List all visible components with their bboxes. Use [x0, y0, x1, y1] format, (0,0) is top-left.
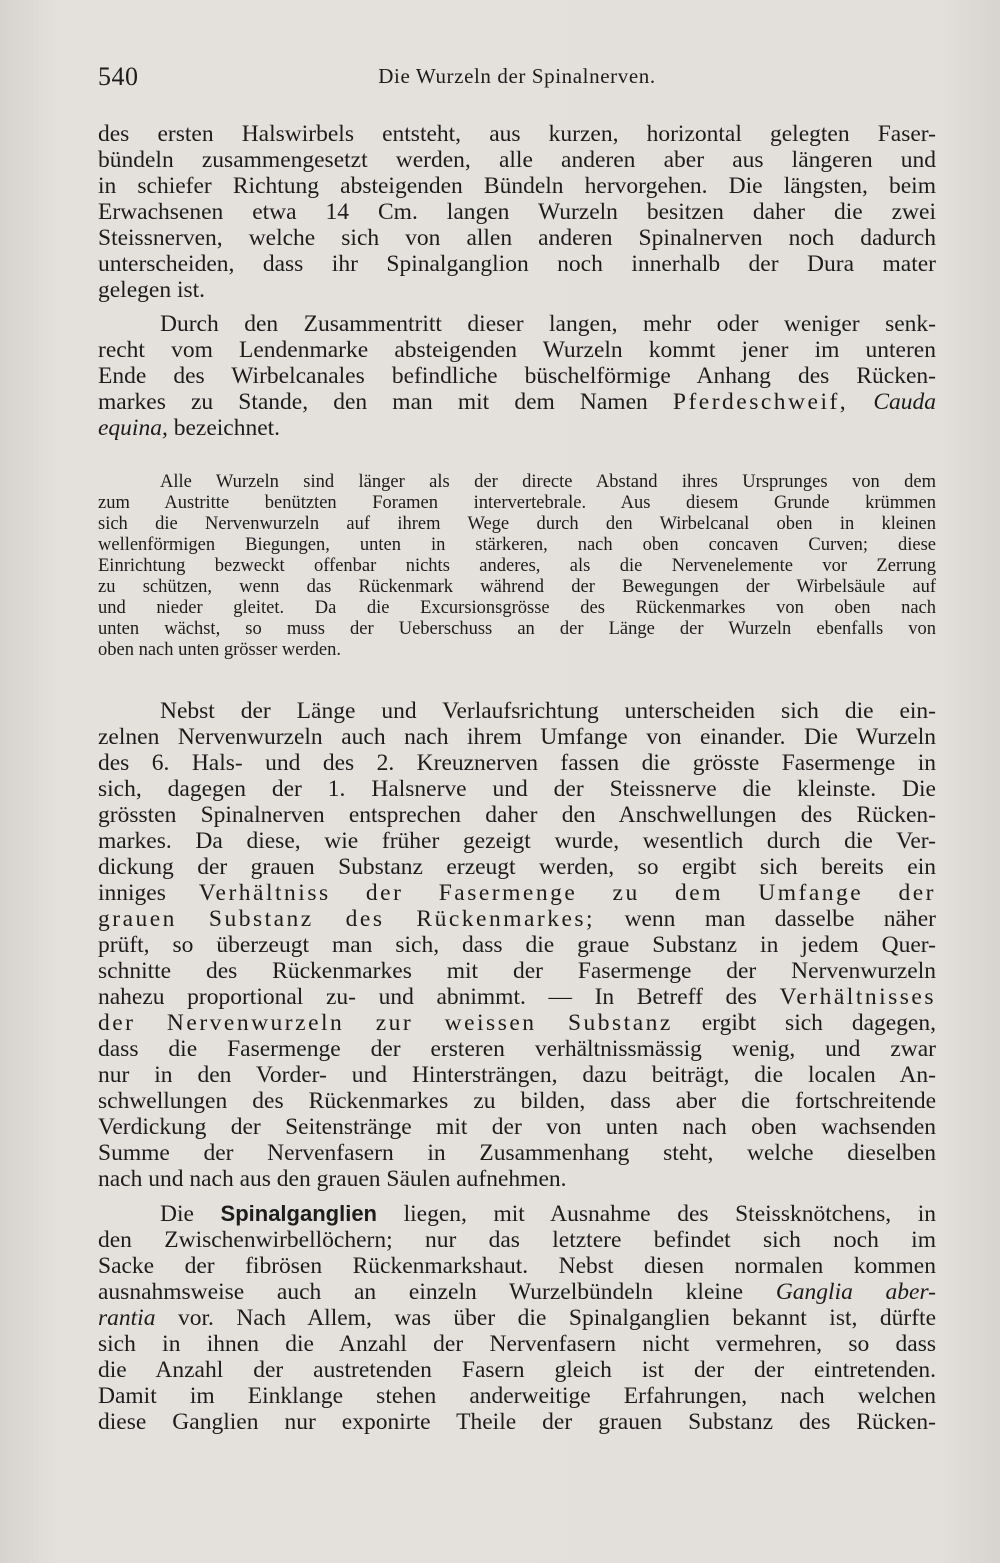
text-line: Steissnerven, welche sich von allen anderen Spinalnerven noch dadurch — [98, 225, 936, 251]
note-line: Einrichtung bezweckt offenbar nichts anderes, als die Nervenelemente vor Zerrung — [98, 556, 936, 576]
text-line: Damit im Einklange stehen anderweitige Erfahrungen, nach welchen — [98, 1383, 936, 1409]
text-line: sich in ihnen die Anzahl der Nervenfasern nicht vermehren, so dass — [98, 1331, 936, 1357]
text-run: markes zu Stande, den man mit dem Namen — [98, 389, 648, 415]
text-line — [98, 879, 936, 907]
text-run: inniges — [98, 880, 166, 906]
text-run: Die — [160, 1201, 194, 1227]
italic-term: rantia — [98, 1305, 156, 1331]
text-line: diese Ganglien nur exponirte Theile der grauen Substanz des Rücken- — [98, 1409, 936, 1435]
text-line: Durch den Zusammentritt dieser langen, mehr oder weniger senk- — [160, 311, 936, 337]
text-line: unterscheiden, dass ihr Spinalganglion noch innerhalb der Dura mater — [98, 251, 936, 277]
text-line: Sacke der fibrösen Rückenmarkshaut. Nebst diesen normalen kommen — [98, 1253, 936, 1279]
text-line: prüft, so überzeugt man sich, dass die graue Substanz in jedem Quer- — [98, 932, 936, 958]
italic-term: Ganglia aber- — [775, 1279, 936, 1305]
text-line: dickung der grauen Substanz erzeugt werden, so ergibt sich bereits ein — [98, 854, 936, 880]
note-line: zu schützen, wenn das Rückenmark während der Bewegungen der Wirbelsäule auf — [98, 577, 936, 597]
text-line: die Anzahl der austretenden Fasern gleich ist der der eintretenden. — [98, 1357, 936, 1383]
text-line: zelnen Nervenwurzeln auch nach ihrem Umfange von einander. Die Wurzeln — [98, 724, 936, 750]
text-line: Erwachsenen etwa 14 Cm. langen Wurzeln besitzen daher die zwei — [98, 199, 936, 225]
text-line — [98, 388, 936, 416]
text-line — [98, 905, 936, 933]
running-title: Die Wurzeln der Spinalnerven. — [378, 64, 656, 88]
note-line: und nieder gleitet. Da die Excursionsgrösse des Rückenmarkes von oben nach — [98, 598, 936, 618]
text-run: nahezu proportional zu- und abnimmt. — In Betreff des — [98, 984, 757, 1010]
spaced-term: grauen Substanz des Rückenmarkes; — [98, 906, 596, 932]
note-line: wellenförmigen Biegungen, unten in stärkeren, nach oben concaven Curven; diese — [98, 535, 936, 555]
text-line: in schiefer Richtung absteigenden Bündeln hervorgehen. Die längsten, beim — [98, 173, 936, 199]
text-line: Summe der Nervenfasern in Zusammenhang steht, welche dieselben — [98, 1140, 936, 1166]
text-line: dass die Fasermenge der ersteren verhältnissmässig wenig, und zwar — [98, 1036, 936, 1062]
spaced-term: Verhältnisses — [779, 984, 936, 1010]
text-run: wenn man dasselbe näher — [624, 906, 936, 932]
text-run: vor. Nach Allem, was über die Spinalganglien bekannt ist, dürfte — [177, 1305, 936, 1331]
text-line: Verdickung der Seitenstränge mit der von unten nach oben wachsenden — [98, 1114, 936, 1140]
text-run: liegen, mit Ausnahme des Steissknötchens, in — [403, 1201, 936, 1227]
note-line: zum Austritte benützten Foramen intervertebrale. Aus diesem Grunde krümmen — [98, 493, 936, 513]
text-line: den Zwischenwirbellöchern; nur das letztere befindet sich noch im — [98, 1227, 936, 1253]
page-number: 540 — [98, 62, 139, 91]
bold-term: Spinalganglien — [220, 1201, 377, 1226]
text-run: ausnahmsweise auch an einzeln Wurzelbündeln kleine — [98, 1279, 744, 1305]
text-line: des ersten Halswirbels entsteht, aus kurzen, horizontal gelegten Faser- — [98, 121, 936, 147]
spaced-term: Pferdeschweif, — [672, 389, 849, 415]
text-line — [98, 1009, 936, 1037]
text-line — [98, 983, 936, 1011]
text-line: des 6. Hals- und des 2. Kreuznerven fassen die grösste Fasermenge in — [98, 750, 936, 776]
page-header — [98, 62, 936, 102]
spaced-term: Verhältniss der Fasermenge zu dem Umfange der — [198, 880, 936, 906]
text-line: bündeln zusammengesetzt werden, alle anderen aber aus längeren und — [98, 147, 936, 173]
note-line: unten wächst, so muss der Ueberschuss an der Länge der Wurzeln ebenfalls von — [98, 619, 936, 639]
text-line — [98, 414, 936, 442]
italic-term: equina, — [98, 415, 168, 441]
text-line: schwellungen des Rückenmarkes zu bilden, dass aber die fortschreitende — [98, 1088, 936, 1114]
text-line: markes. Da diese, wie früher gezeigt wurde, wesentlich durch die Ver- — [98, 828, 936, 854]
text-line — [98, 1304, 936, 1332]
text-line: schnitte des Rückenmarkes mit der Fasermenge der Nervenwurzeln — [98, 958, 936, 984]
text-line: gelegen ist. — [98, 277, 206, 303]
text-line — [98, 1200, 936, 1228]
text-run: bezeichnet. — [173, 415, 281, 441]
spaced-term: der Nervenwurzeln zur weissen Substanz — [98, 1010, 673, 1036]
text-line: grössten Spinalnerven entsprechen daher den Anschwellungen des Rücken- — [98, 802, 936, 828]
text-run: ergibt sich dagegen, — [701, 1010, 936, 1036]
text-line: nach und nach aus den grauen Säulen aufnehmen. — [98, 1166, 567, 1192]
note-line: sich die Nervenwurzeln auf ihrem Wege durch den Wirbelcanal oben in kleinen — [98, 514, 936, 534]
text-line — [98, 1278, 936, 1306]
text-line: Nebst der Länge und Verlaufsrichtung unterscheiden sich die ein- — [160, 698, 936, 724]
text-line: Ende des Wirbelcanales befindliche büschelförmige Anhang des Rücken- — [98, 363, 936, 389]
note-line: oben nach unten grösser werden. — [98, 640, 341, 660]
text-line: nur in den Vorder- und Hintersträngen, dazu beiträgt, die localen An- — [98, 1062, 936, 1088]
text-line: sich, dagegen der 1. Halsnerve und der Steissnerve die kleinste. Die — [98, 776, 936, 802]
italic-term: Cauda — [873, 389, 936, 415]
text-line: recht vom Lendenmarke absteigenden Wurzeln kommt jener im unteren — [98, 337, 936, 363]
note-line: Alle Wurzeln sind länger als der directe Abstand ihres Ursprunges von dem — [160, 472, 936, 492]
